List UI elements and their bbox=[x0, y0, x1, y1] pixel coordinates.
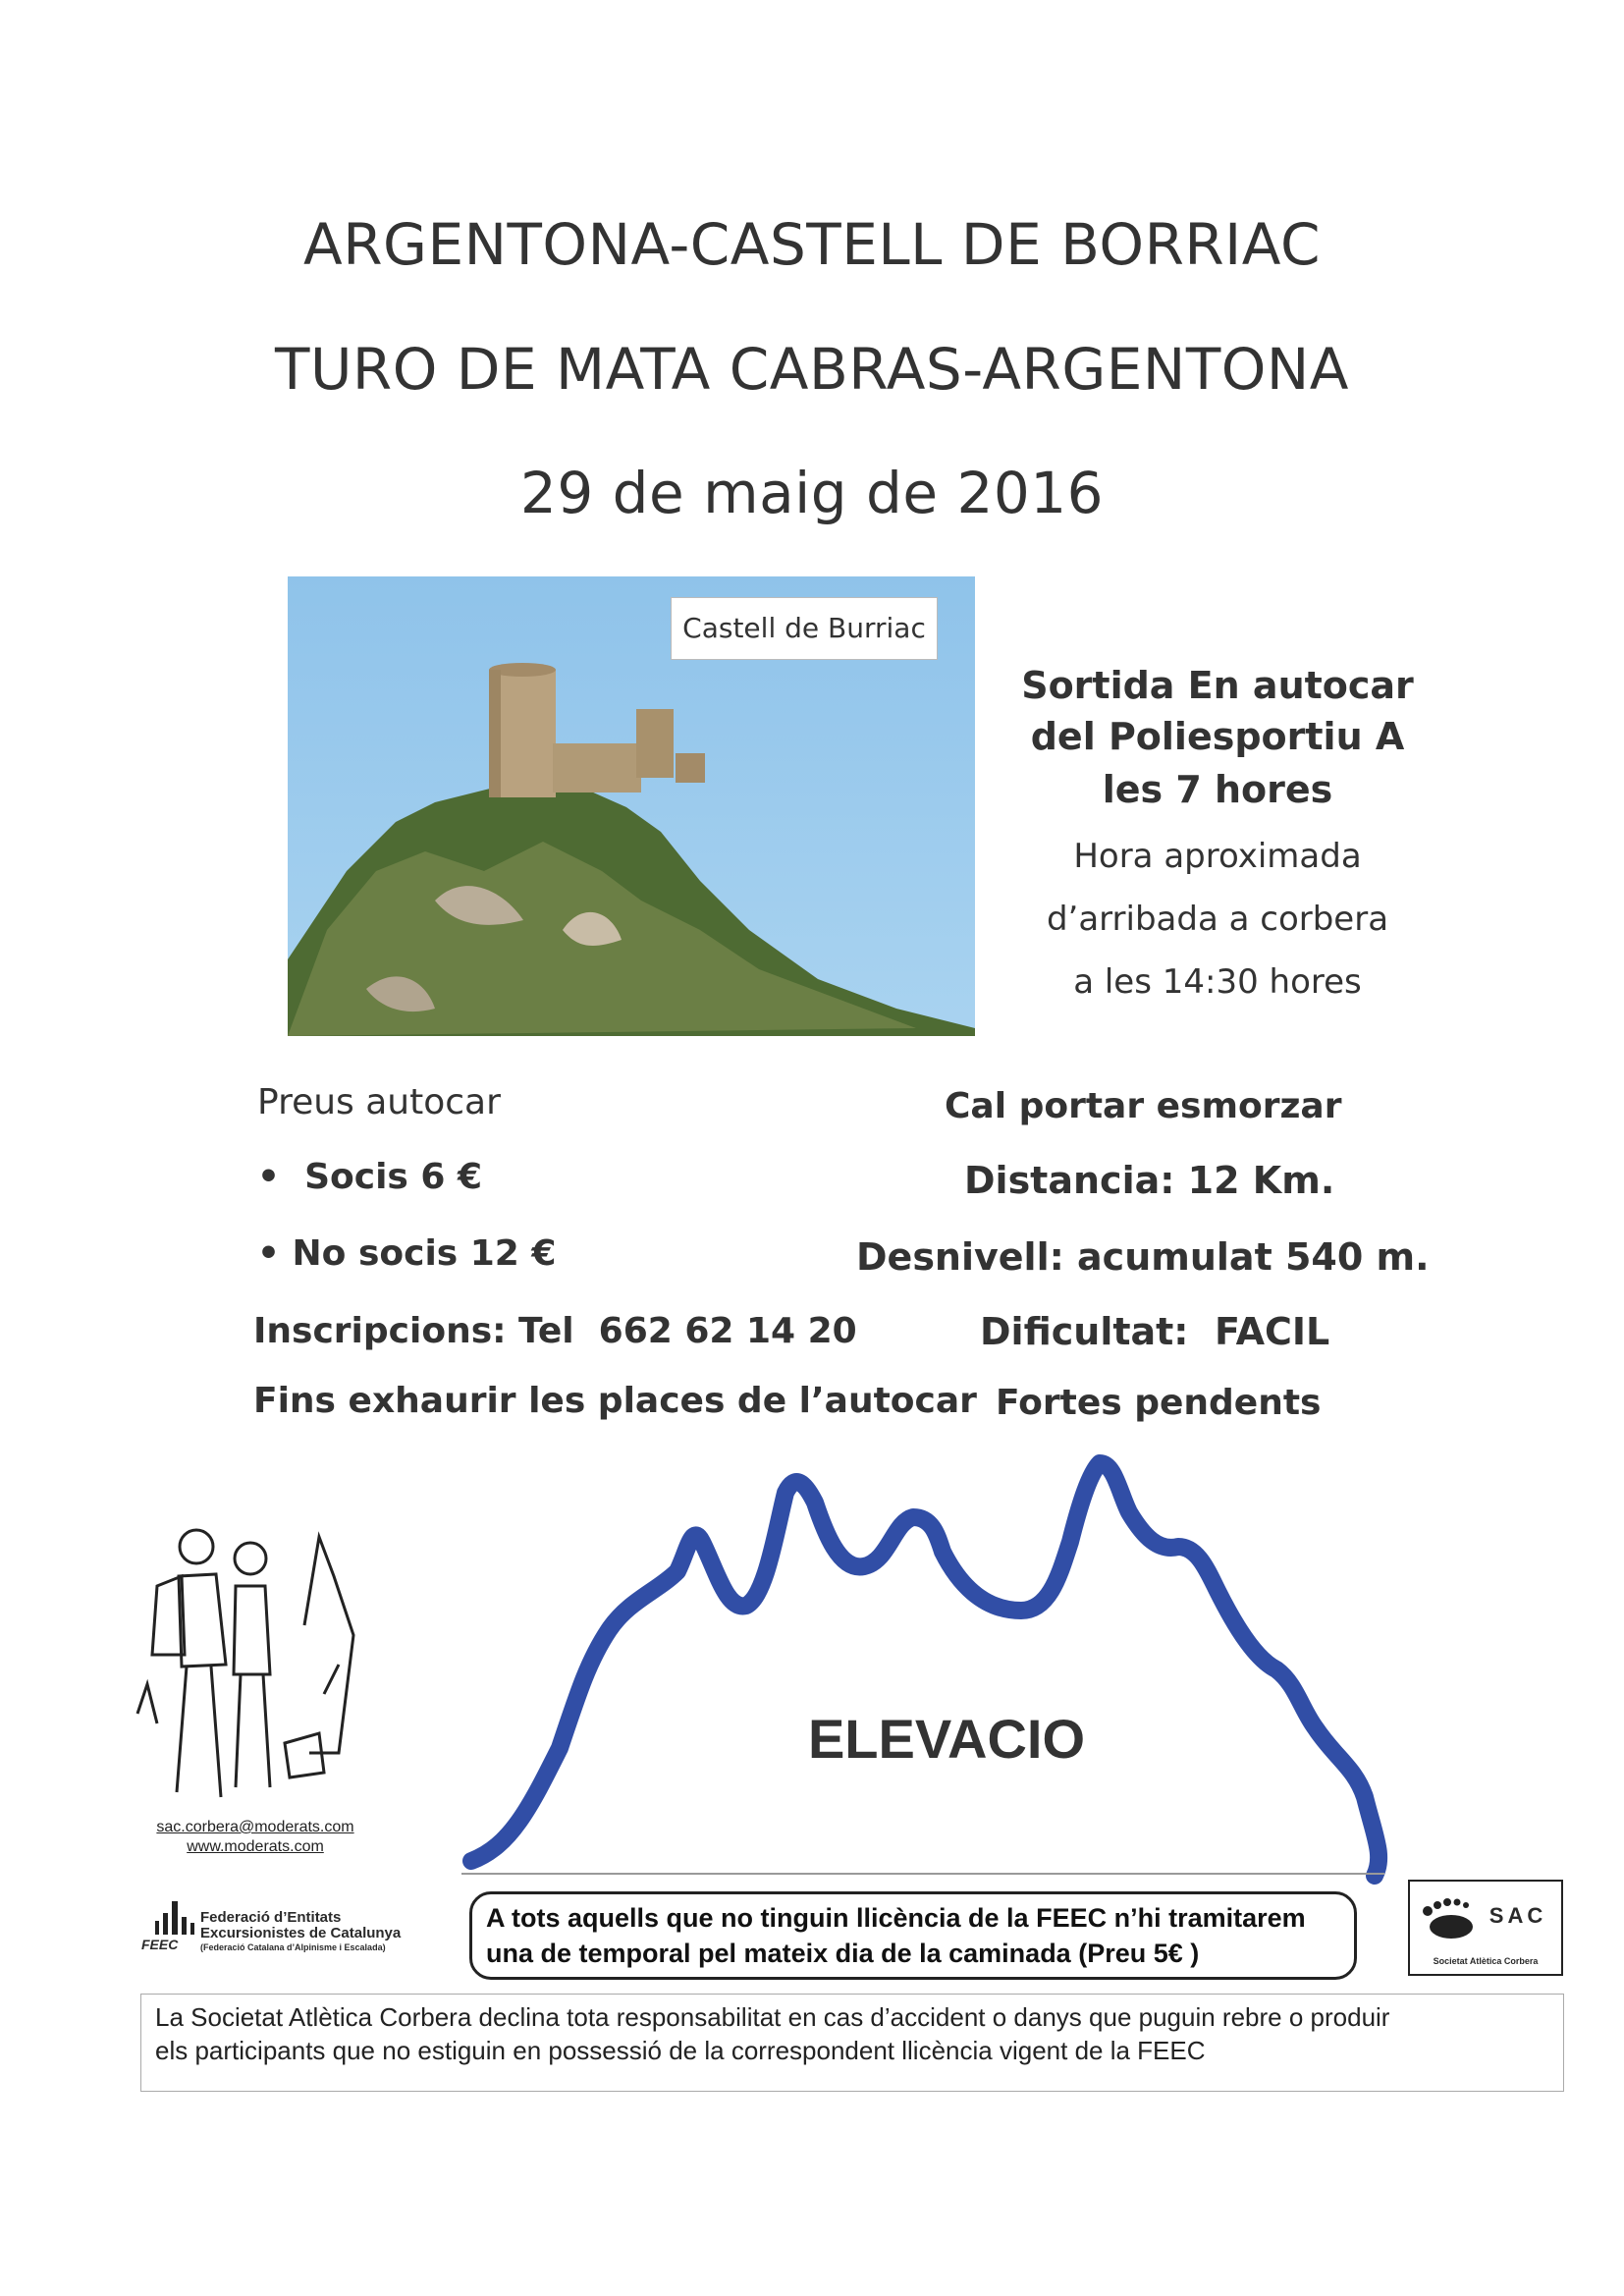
title-line-1: ARGENTONA-CASTELL DE BORRIAC bbox=[303, 211, 1321, 278]
route-distance: Distancia: 12 Km. bbox=[964, 1159, 1335, 1202]
breakfast-note: Cal portar esmorzar bbox=[945, 1086, 1342, 1126]
title-line-2: TURO DE MATA CABRAS-ARGENTONA bbox=[275, 336, 1349, 403]
feec-name-line-1: Federació d’Entitats bbox=[200, 1909, 342, 1926]
price-members: Socis 6 € bbox=[304, 1157, 483, 1197]
departure-line-1: Sortida En autocar bbox=[1021, 664, 1414, 707]
club-email[interactable]: sac.corbera@moderats.com bbox=[156, 1819, 354, 1835]
arrival-line-2: d’arribada a corbera bbox=[1046, 900, 1389, 939]
route-elevation-gain: Desnivell: acumulat 540 m. bbox=[856, 1235, 1430, 1279]
disclaimer-line-1: La Societat Atlètica Corbera declina tota responsabilitat en cas d’accident o danys que puguin rebre o produir bbox=[155, 2002, 1390, 2032]
arrival-line-1: Hora aproximada bbox=[1073, 837, 1362, 876]
event-date: 29 de maig de 2016 bbox=[519, 460, 1105, 526]
arrival-line-3: a les 14:30 hores bbox=[1073, 962, 1362, 1002]
sac-logo-text: SAC bbox=[1489, 1903, 1547, 1928]
profile-baseline bbox=[461, 1873, 1384, 1875]
sac-logo bbox=[1408, 1880, 1563, 1976]
prices-heading: Preus autocar bbox=[257, 1082, 501, 1122]
club-website[interactable]: www.moderats.com bbox=[187, 1838, 324, 1855]
feec-logo bbox=[141, 1893, 456, 1956]
bullet-icon: • bbox=[257, 1157, 305, 1197]
disclaimer bbox=[140, 1994, 1564, 2092]
price-non-members: No socis 12 € bbox=[292, 1233, 557, 1274]
footprint-icon bbox=[1420, 1893, 1479, 1942]
elevation-label: ELEVACIO bbox=[782, 1675, 1111, 1803]
bullet-icon: • bbox=[257, 1233, 293, 1274]
photo-caption: Castell de Burriac bbox=[671, 597, 938, 660]
license-notice bbox=[469, 1891, 1357, 1980]
route-slopes: Fortes pendents bbox=[996, 1383, 1322, 1423]
places-limit: Fins exhaurir les places de l’autocar bbox=[253, 1381, 977, 1421]
hikers-illustration bbox=[128, 1517, 368, 1812]
departure-line-2: del Poliesportiu A bbox=[1030, 715, 1405, 758]
license-notice-line-2: una de temporal pel mateix dia de la caminada (Preu 5€ ) bbox=[486, 1939, 1200, 1968]
route-difficulty: Dificultat: FACIL bbox=[980, 1310, 1330, 1353]
feec-name-line-2: Excursionistes de Catalunya bbox=[200, 1925, 402, 1941]
sac-club-name: Societat Atlètica Corbera bbox=[1433, 1956, 1539, 1966]
departure-line-3: les 7 hores bbox=[1102, 768, 1333, 811]
feec-name-line-3: (Federació Catalana d’Alpinisme i Escalada) bbox=[200, 1942, 386, 1952]
feec-short-name: FEEC bbox=[141, 1937, 179, 1952]
registration-phone: Inscripcions: Tel 662 62 14 20 bbox=[253, 1311, 857, 1351]
disclaimer-line-2: els participants que no estiguin en possessió de la correspondent llicència vigent de la FEEC bbox=[155, 2036, 1206, 2065]
license-notice-line-1: A tots aquells que no tinguin llicència de la FEEC n’hi tramitarem bbox=[486, 1903, 1306, 1933]
